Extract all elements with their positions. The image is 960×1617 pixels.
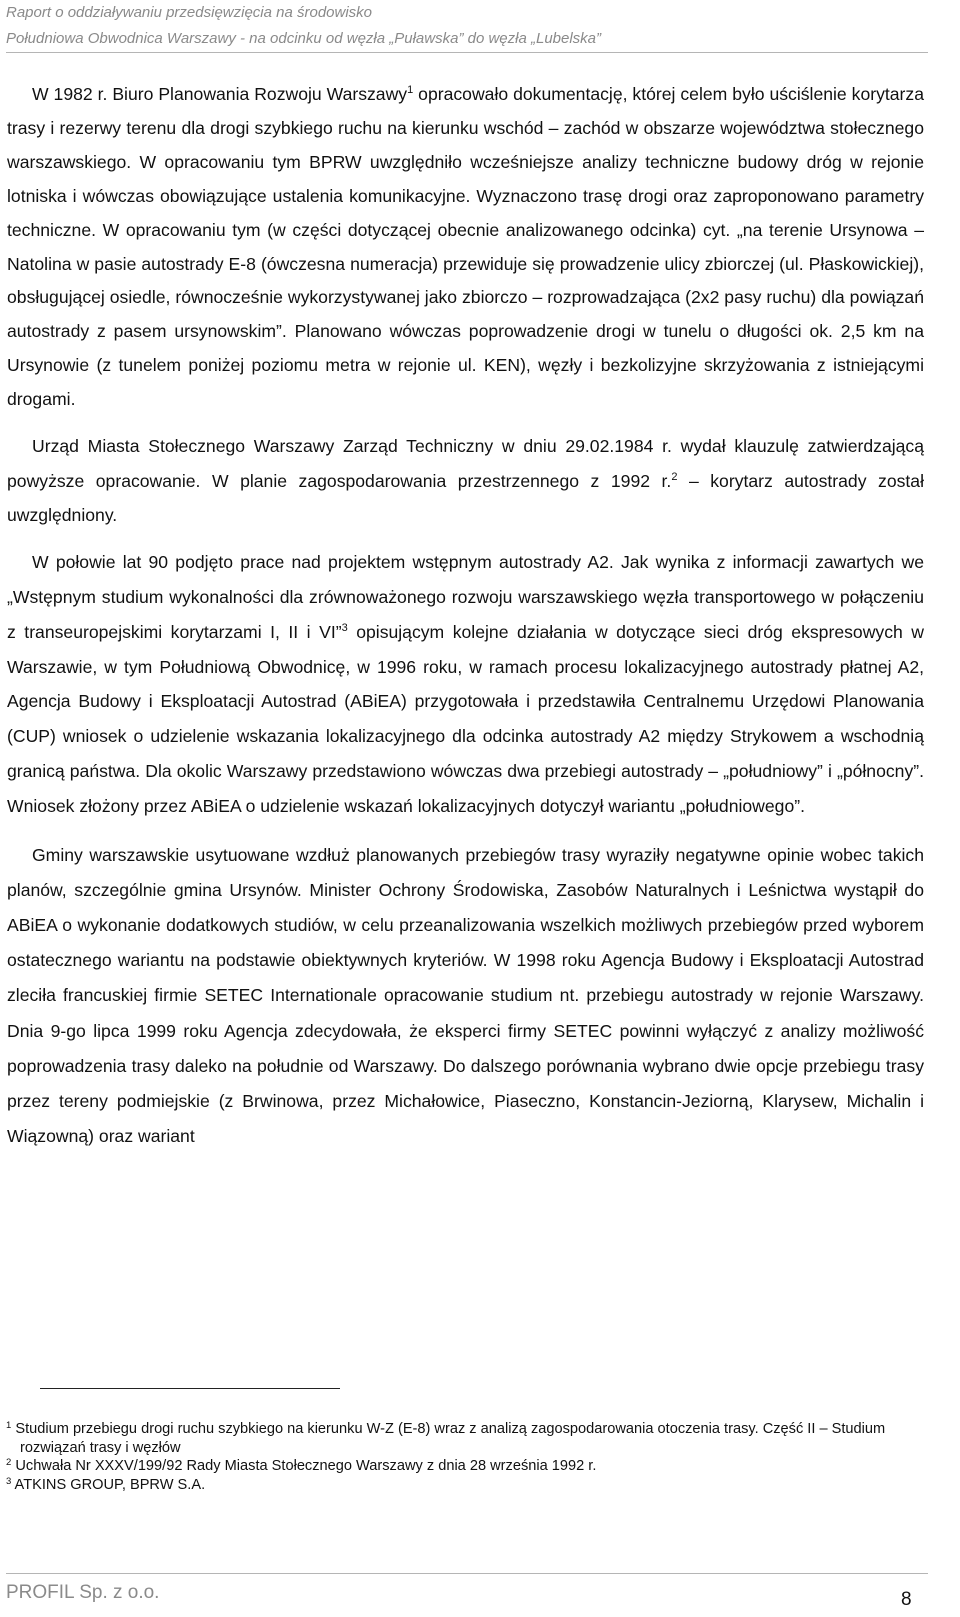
paragraph-text: W 1982 r. Biuro Planowania Rozwoju Warszawy bbox=[32, 84, 408, 104]
header-report-title: Raport o oddziaływaniu przedsięwzięcia na środowisko bbox=[6, 4, 373, 21]
footnote-text: ATKINS GROUP, BPRW S.A. bbox=[11, 1476, 206, 1493]
paragraph-1982-bprw bbox=[7, 78, 924, 417]
footer-company-name: PROFIL Sp. z o.o. bbox=[6, 1582, 160, 1603]
footnotes bbox=[6, 1420, 936, 1494]
footnote-number: 2 bbox=[6, 1457, 12, 1468]
header-project-title: Południowa Obwodnica Warszawy - na odcinku od węzła „Puławska” do węzła „Lubelska” bbox=[6, 30, 602, 47]
header-rule bbox=[6, 52, 928, 53]
page-number: 8 bbox=[901, 1589, 912, 1610]
footnote-ref-1[interactable]: 1 bbox=[407, 84, 414, 96]
footer-rule bbox=[6, 1573, 928, 1574]
paragraph-gminy-opinions: Gminy warszawskie usytuowane wzdłuż planowanych przebiegów trasy wyraziły negatywne opinie wobec takich planów, szczególnie gmina Ursynów. Minister Ochrony Środowiska, Zasobów Naturalnych i Leśnictwa wystąpił do ABiEA o wykonanie dodatkowych studiów, w celu przeanalizowania wszelkich możliwych przebiegów przed wyborem ostatecznego wariantu na podstawie obiektywnych kryteriów. W 1998 roku Agencja Budowy i Eksploatacji Autostrad zleciła francuskiej firmie SETEC Internationale opracowanie studium nt. przebiegu autostrady w rejonie Warszawy. Dnia 9-go lipca 1999 roku Agencja zdecydowała, że eksperci firmy SETEC powinni wyłączyć z analizy możliwość poprowadzenia trasy daleko na południe od Warszawy. Do dalszego porównania wybrano dwie opcje przebiegu trasy przez tereny podmiejskie (z Brwinowa, przez Michałowice, Piaseczno, Konstancin-Jeziorną, Klarysew, Michalin i Wiązowną) oraz wariant bbox=[7, 845, 924, 1146]
footnote-separator bbox=[40, 1388, 340, 1389]
footnote-1 bbox=[6, 1420, 936, 1457]
footnote-text: Uchwała Nr XXXV/199/92 Rady Miasta Stołecznego Warszawy z dnia 28 września 1992 r. bbox=[11, 1458, 597, 1474]
footnote-3 bbox=[6, 1476, 936, 1495]
page-header bbox=[6, 0, 946, 52]
document-body bbox=[7, 78, 924, 1154]
paragraph-text: opisującym kolejne działania w dotyczące sieci dróg ekspresowych w Warszawie, w tym Południową Obwodnicę, w 1996 roku, w ramach procesu lokalizacyjnego autostrady płatnej A2, Agencja Budowy i Eksploatacji Autostrad (ABiEA) przygotowała i przedstawiła Centralnemu Urzędowi Planowania (CUP) wniosek o udzielenie wskazania lokalizacyjnego dla odcinka autostrady A2 między Strykowem a wschodnią granicą państwa. Dla okolic Warszawy przedstawiono wówczas dwa przebiegi autostrady – „południowy” i „północny”. Wniosek złożony przez ABiEA o udzielenie wskazań lokalizacyjnych dotyczył wariantu „południowego”. bbox=[7, 621, 924, 817]
footnote-ref-2[interactable]: 2 bbox=[671, 470, 678, 483]
footnote-text: Studium przebiegu drogi ruchu szybkiego na kierunku W-Z (E-8) wraz z analizą zagospodarowania otoczenia trasy. Część II – Studium rozwiązań trasy i węzłów bbox=[11, 1421, 886, 1456]
paragraph-text: W połowie lat 90 podjęto prace nad projektem wstępnym autostrady A2. Jak wynika z informacji zawartych we „Wstępnym studium wykonalności dla zrównoważonego rozwoju warszawskiego węzła transportowego w połączeniu z transeuropejskimi korytarzami I, II i VI” bbox=[7, 551, 924, 642]
footnote-number: 3 bbox=[6, 1475, 12, 1487]
footnote-number: 1 bbox=[6, 1420, 12, 1431]
paragraph-text: Urząd Miasta Stołecznego Warszawy Zarząd Techniczny w dniu 29.02.1984 r. wydał klauzulę zatwierdzającą powyższe opracowanie. W planie zagospodarowania przestrzennego z 1992 r. bbox=[7, 436, 924, 491]
paragraph-1984-approval bbox=[7, 429, 924, 533]
paragraph-text: opracowało dokumentację, której celem było uściślenie korytarza trasy i rezerwy terenu dla drogi szybkiego ruchu na kierunku wschód – zachód w obszarze województwa stołecznego warszawskiego. W opracowaniu tym BPRW uwzględniło wcześniejsze analizy techniczne budowy dróg w rejonie lotniska i wówczas obowiązujące ustalenia komunikacyjne. Wyznaczono trasę drogi oraz zaproponowano parametry techniczne. W opracowaniu tym (w części dotyczącej obecnie analizowanego odcinka) cyt. „na terenie Ursynowa – Natolina w pasie autostrady E-8 (ówczesna numeracja) przewiduje się prowadzenie ulicy zbiorczej (ul. Płaskowickiej), obsługującej osiedle, równocześnie wykorzystywanej jako zbiorczo – rozprowadzająca (2x2 pasy ruchu) dla powiązań autostrady z pasem ursynowskim”. Planowano wówczas poprowadzenie drogi w tunelu o długości ok. 2,5 km na Ursynowie (z tunelem poniżej poziomu metra w rejonie ul. KEN), węzły i bezkolizyjne skrzyżowania z istniejącymi drogami. bbox=[7, 84, 924, 410]
paragraph-text: – korytarz autostrady został uwzględniony. bbox=[7, 470, 924, 526]
footnote-ref-3[interactable]: 3 bbox=[341, 621, 348, 634]
footnote-2 bbox=[6, 1457, 936, 1476]
paragraph-a2-project bbox=[7, 545, 924, 824]
